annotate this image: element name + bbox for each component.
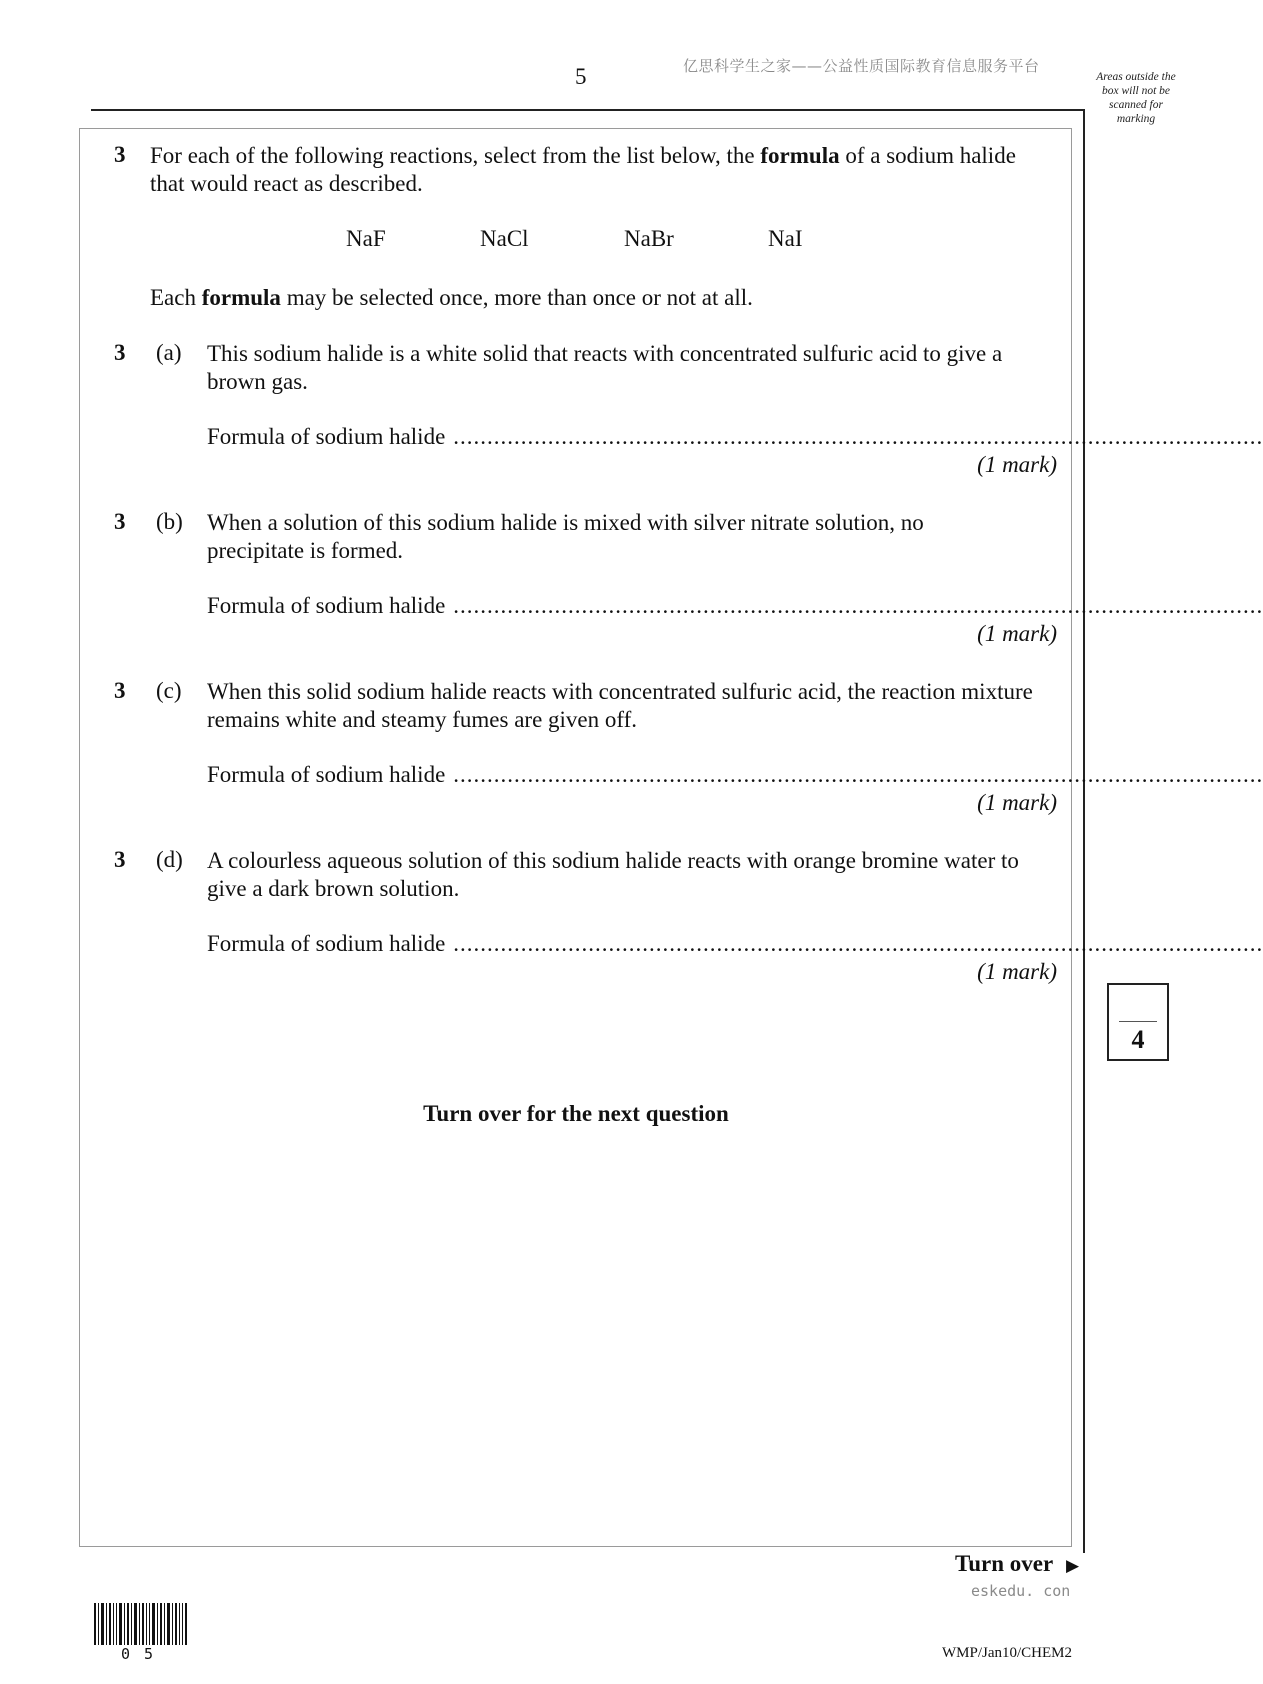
intro-text: For each of the following reactions, select from the list below, the xyxy=(150,143,761,168)
part-a-answer-line[interactable] xyxy=(207,424,1263,450)
barcode-icon xyxy=(94,1603,188,1645)
score-divider xyxy=(1119,1021,1157,1022)
top-rule xyxy=(91,109,1084,111)
page-number: 5 xyxy=(575,64,587,89)
site-watermark: eskedu. con xyxy=(971,1582,1071,1600)
formula-nabr: NaBr xyxy=(624,226,674,251)
part-a-text: This sodium halide is a white solid that reacts with concentrated sulfuric acid to give a brown gas. xyxy=(207,341,1003,394)
paper-code: WMP/Jan10/CHEM2 xyxy=(942,1645,1073,1661)
answer-dots: ........................................................................................................................ xyxy=(453,593,1263,618)
answer-dots: ........................................................................................................................ xyxy=(453,762,1263,787)
arrow-right-icon: ▶ xyxy=(1066,1556,1080,1575)
score-total: 4 xyxy=(1131,1025,1145,1054)
watermark-text: 亿思科学生之家——公益性质国际教育信息服务平台 xyxy=(683,57,1040,75)
answer-label: Formula of sodium halide xyxy=(207,762,446,787)
answer-dots: ........................................................................................................................ xyxy=(453,931,1263,956)
part-label: (c) xyxy=(156,678,182,703)
instruction xyxy=(150,284,753,312)
part-b-text: When a solution of this sodium halide is mixed with silver nitrate solution, no precipitate is formed. xyxy=(207,510,924,563)
part-c-answer-line[interactable] xyxy=(207,762,1263,788)
instruction-bold: formula xyxy=(201,285,281,310)
margin-rule xyxy=(1083,109,1085,1553)
barcode-digits: 05 xyxy=(121,1645,168,1663)
intro-bold: formula xyxy=(760,143,840,168)
part-b-mark: (1 mark) xyxy=(977,621,1057,646)
answer-dots: ........................................................................................................................ xyxy=(453,424,1263,449)
instruction-text-end: may be selected once, more than once or not at all. xyxy=(280,285,753,310)
part-number: 3 xyxy=(114,678,126,703)
part-a-mark: (1 mark) xyxy=(977,452,1057,477)
part-c-mark: (1 mark) xyxy=(977,790,1057,815)
part-label: (a) xyxy=(156,340,182,365)
answer-label: Formula of sodium halide xyxy=(207,931,446,956)
formula-nai: NaI xyxy=(768,226,803,251)
part-d-mark: (1 mark) xyxy=(977,959,1057,984)
part-c-text: When this solid sodium halide reacts with concentrated sulfuric acid, the reaction mixture remains white and steamy fumes are given off. xyxy=(207,679,1033,732)
answer-label: Formula of sodium halide xyxy=(207,424,446,449)
formula-naf: NaF xyxy=(346,226,386,251)
part-label: (d) xyxy=(156,847,183,872)
answer-label: Formula of sodium halide xyxy=(207,593,446,618)
formula-nacl: NaCl xyxy=(480,226,529,251)
margin-note: Areas outside the box will not be scanned for marking xyxy=(1096,71,1176,125)
part-b-answer-line[interactable] xyxy=(207,593,1263,619)
question-number: 3 xyxy=(114,142,126,167)
part-number: 3 xyxy=(114,509,126,534)
part-label: (b) xyxy=(156,509,183,534)
instruction-text: Each xyxy=(150,285,202,310)
part-number: 3 xyxy=(114,340,126,365)
intro-text-end: of a sodium halide that would react as described. xyxy=(150,143,1016,196)
question-intro xyxy=(150,142,1050,198)
score-box xyxy=(1107,983,1169,1061)
turn-over-next-question: Turn over for the next question xyxy=(423,1101,729,1126)
part-number: 3 xyxy=(114,847,126,872)
part-d-answer-line[interactable] xyxy=(207,931,1263,957)
turn-over-label: Turn over xyxy=(955,1551,1054,1576)
part-d-text: A colourless aqueous solution of this sodium halide reacts with orange bromine water to give a dark brown solution. xyxy=(207,848,1019,901)
